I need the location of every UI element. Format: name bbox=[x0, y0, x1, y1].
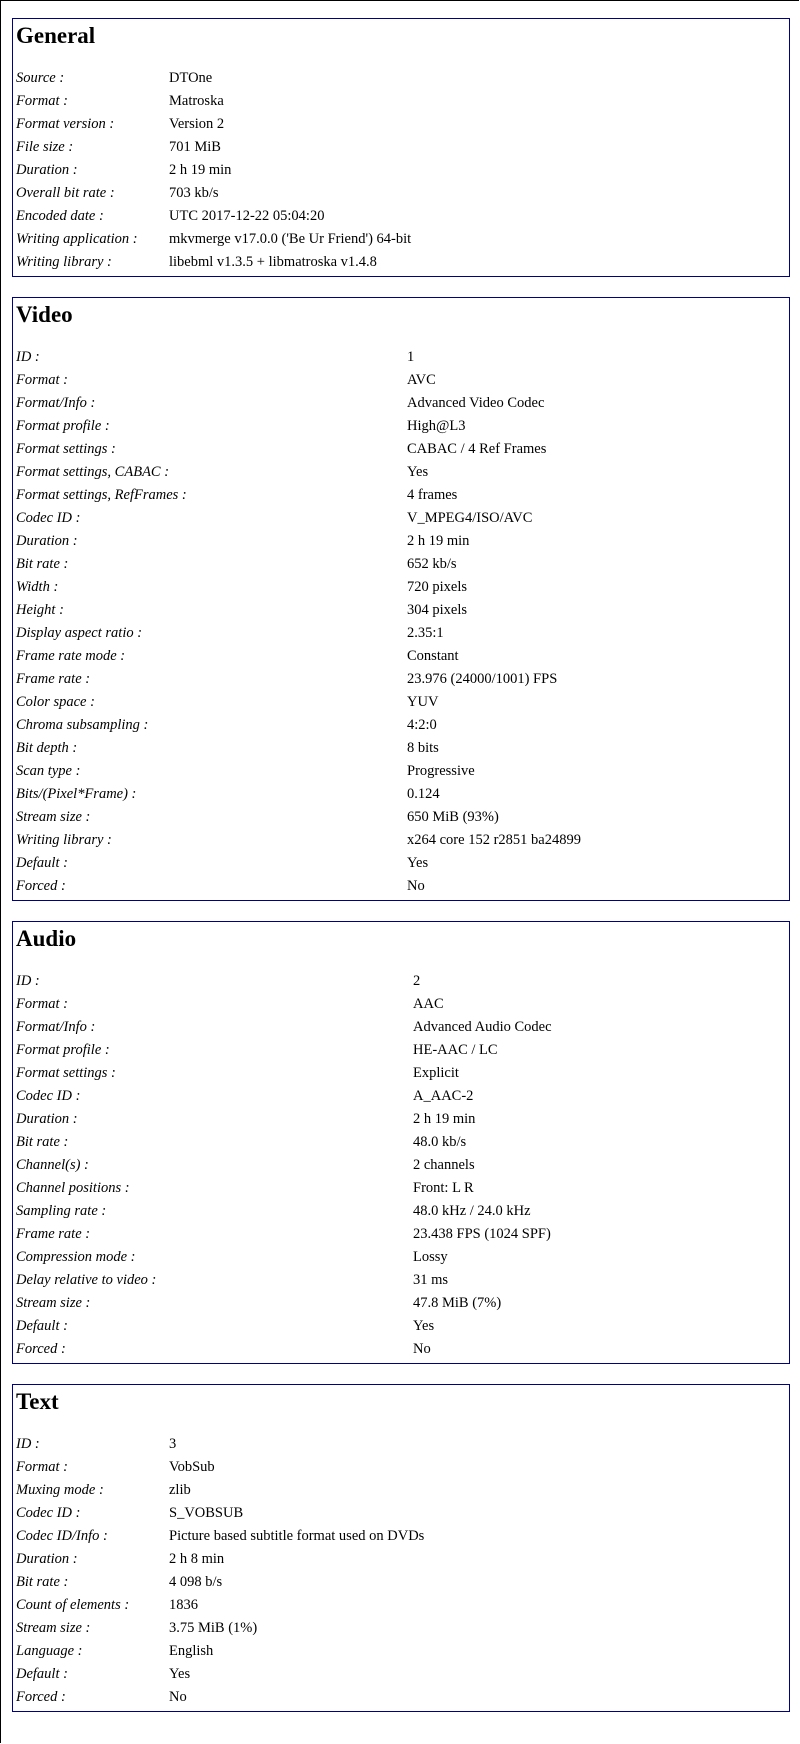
field-value: mkvmerge v17.0.0 ('Be Ur Friend') 64-bit bbox=[169, 231, 412, 247]
info-row bbox=[16, 852, 581, 875]
info-row bbox=[16, 438, 581, 461]
info-row bbox=[16, 668, 581, 691]
field-label: Default : bbox=[16, 1318, 68, 1334]
info-row bbox=[16, 1525, 424, 1548]
field-value: 2.35:1 bbox=[407, 625, 444, 641]
field-value: No bbox=[407, 878, 425, 894]
field-label: Default : bbox=[16, 1666, 68, 1682]
field-value: S_VOBSUB bbox=[169, 1505, 244, 1521]
field-value: Progressive bbox=[407, 763, 475, 779]
info-row bbox=[16, 760, 581, 783]
field-label: Compression mode : bbox=[16, 1249, 136, 1265]
section-title: Audio bbox=[16, 926, 77, 951]
field-label: Format : bbox=[16, 996, 68, 1012]
info-row bbox=[16, 783, 581, 806]
field-value: English bbox=[169, 1643, 214, 1659]
field-label: Format : bbox=[16, 93, 68, 109]
info-row bbox=[16, 159, 411, 182]
info-row bbox=[16, 1594, 424, 1617]
field-label: Duration : bbox=[16, 1551, 78, 1567]
info-row bbox=[16, 645, 581, 668]
field-value: 4 frames bbox=[407, 487, 458, 503]
info-table bbox=[16, 1433, 424, 1709]
info-row bbox=[16, 970, 552, 993]
field-value: 48.0 kHz / 24.0 kHz bbox=[413, 1203, 531, 1219]
field-value: Lossy bbox=[413, 1249, 448, 1265]
field-label: Format settings, RefFrames : bbox=[16, 487, 187, 503]
field-label: Format settings, CABAC : bbox=[16, 464, 170, 480]
field-label: Codec ID : bbox=[16, 510, 81, 526]
field-value: VobSub bbox=[169, 1459, 215, 1475]
field-label: Codec ID : bbox=[16, 1505, 81, 1521]
info-row bbox=[16, 1292, 552, 1315]
info-row bbox=[16, 1617, 424, 1640]
info-row bbox=[16, 875, 581, 898]
info-row bbox=[16, 369, 581, 392]
field-label: Format settings : bbox=[16, 1065, 116, 1081]
field-value: 2 channels bbox=[413, 1157, 475, 1173]
field-value: x264 core 152 r2851 ba24899 bbox=[407, 832, 581, 848]
field-value: V_MPEG4/ISO/AVC bbox=[407, 510, 533, 526]
field-value: Yes bbox=[407, 464, 429, 480]
field-label: Writing application : bbox=[16, 231, 138, 247]
field-value: 4 098 b/s bbox=[169, 1574, 223, 1590]
field-label: Color space : bbox=[16, 694, 95, 710]
info-row bbox=[16, 1246, 552, 1269]
field-label: ID : bbox=[16, 349, 40, 365]
field-label: Bit rate : bbox=[16, 1134, 69, 1150]
info-row bbox=[16, 622, 581, 645]
field-label: Bit rate : bbox=[16, 556, 69, 572]
info-row bbox=[16, 507, 581, 530]
field-label: Format profile : bbox=[16, 418, 110, 434]
info-row bbox=[16, 1200, 552, 1223]
field-value: Matroska bbox=[169, 93, 224, 109]
info-row bbox=[16, 1640, 424, 1663]
info-row bbox=[16, 1085, 552, 1108]
field-value: 2 h 19 min bbox=[413, 1111, 476, 1127]
field-label: Count of elements : bbox=[16, 1597, 130, 1613]
field-value: 0.124 bbox=[407, 786, 440, 802]
field-value: A_AAC-2 bbox=[413, 1088, 474, 1104]
field-label: Overall bit rate : bbox=[16, 185, 115, 201]
section-title: Video bbox=[16, 302, 73, 327]
video-section bbox=[12, 297, 790, 901]
info-row bbox=[16, 737, 581, 760]
info-row bbox=[16, 415, 581, 438]
info-row bbox=[16, 461, 581, 484]
field-label: Stream size : bbox=[16, 1620, 91, 1636]
info-row bbox=[16, 1433, 424, 1456]
field-value: 47.8 MiB (7%) bbox=[413, 1295, 502, 1311]
info-row bbox=[16, 392, 581, 415]
field-value: Advanced Video Codec bbox=[407, 395, 545, 411]
field-value: DTOne bbox=[169, 70, 213, 86]
field-label: Width : bbox=[16, 579, 59, 595]
field-value: AAC bbox=[413, 996, 444, 1012]
field-value: 2 h 8 min bbox=[169, 1551, 225, 1567]
field-value: 23.976 (24000/1001) FPS bbox=[407, 671, 558, 687]
field-value: No bbox=[169, 1689, 187, 1705]
info-row bbox=[16, 993, 552, 1016]
field-label: Source : bbox=[16, 70, 65, 86]
info-row bbox=[16, 1177, 552, 1200]
field-label: Duration : bbox=[16, 162, 78, 178]
field-label: Duration : bbox=[16, 533, 78, 549]
info-row bbox=[16, 1663, 424, 1686]
field-value: 701 MiB bbox=[169, 139, 221, 155]
field-label: Bits/(Pixel*Frame) : bbox=[16, 786, 137, 802]
field-value: Picture based subtitle format used on DVDs bbox=[169, 1528, 425, 1544]
info-row bbox=[16, 1154, 552, 1177]
field-label: Forced : bbox=[16, 1341, 66, 1357]
field-value: AVC bbox=[407, 372, 436, 388]
field-value: 304 pixels bbox=[407, 602, 468, 618]
info-row bbox=[16, 1571, 424, 1594]
audio-section bbox=[12, 921, 790, 1364]
field-value: Yes bbox=[169, 1666, 191, 1682]
field-value: High@L3 bbox=[407, 418, 466, 434]
field-value: 652 kb/s bbox=[407, 556, 457, 572]
general-section bbox=[12, 18, 790, 277]
field-label: Bit depth : bbox=[16, 740, 78, 756]
field-value: 2 h 19 min bbox=[169, 162, 232, 178]
field-label: Codec ID/Info : bbox=[16, 1528, 108, 1544]
field-value: Front: L R bbox=[413, 1180, 474, 1196]
info-row bbox=[16, 1016, 552, 1039]
info-row bbox=[16, 1108, 552, 1131]
field-value: 3.75 MiB (1%) bbox=[169, 1620, 258, 1636]
field-label: Display aspect ratio : bbox=[16, 625, 143, 641]
field-label: Encoded date : bbox=[16, 208, 104, 224]
info-row bbox=[16, 228, 411, 251]
field-label: Codec ID : bbox=[16, 1088, 81, 1104]
info-row bbox=[16, 1269, 552, 1292]
info-table bbox=[16, 67, 411, 274]
field-value: 1836 bbox=[169, 1597, 198, 1613]
field-value: 2 bbox=[413, 973, 421, 989]
field-value: YUV bbox=[407, 694, 439, 710]
field-label: Format : bbox=[16, 372, 68, 388]
field-value: 1 bbox=[407, 349, 415, 365]
info-row bbox=[16, 806, 581, 829]
field-value: 4:2:0 bbox=[407, 717, 437, 733]
field-value: Explicit bbox=[413, 1065, 459, 1081]
field-label: Channel(s) : bbox=[16, 1157, 89, 1173]
field-value: 2 h 19 min bbox=[407, 533, 470, 549]
field-label: Writing library : bbox=[16, 254, 112, 270]
info-table bbox=[16, 346, 581, 898]
field-label: Scan type : bbox=[16, 763, 81, 779]
info-row bbox=[16, 714, 581, 737]
field-value: Advanced Audio Codec bbox=[413, 1019, 552, 1035]
field-label: Frame rate : bbox=[16, 1226, 91, 1242]
info-row bbox=[16, 136, 411, 159]
field-label: Frame rate : bbox=[16, 671, 91, 687]
field-value: CABAC / 4 Ref Frames bbox=[407, 441, 547, 457]
field-label: Stream size : bbox=[16, 809, 91, 825]
info-row bbox=[16, 576, 581, 599]
info-row bbox=[16, 691, 581, 714]
info-row bbox=[16, 1315, 552, 1338]
field-value: Constant bbox=[407, 648, 459, 664]
info-row bbox=[16, 1062, 552, 1085]
info-row bbox=[16, 530, 581, 553]
field-label: Channel positions : bbox=[16, 1180, 130, 1196]
field-value: 8 bits bbox=[407, 740, 439, 756]
field-value: 23.438 FPS (1024 SPF) bbox=[413, 1226, 551, 1242]
field-label: Format : bbox=[16, 1459, 68, 1475]
field-value: 720 pixels bbox=[407, 579, 468, 595]
field-label: ID : bbox=[16, 973, 40, 989]
field-value: Yes bbox=[407, 855, 429, 871]
info-row bbox=[16, 1548, 424, 1571]
field-value: zlib bbox=[169, 1482, 191, 1498]
info-row bbox=[16, 346, 581, 369]
info-row bbox=[16, 1686, 424, 1709]
info-row bbox=[16, 1456, 424, 1479]
info-table bbox=[16, 970, 552, 1361]
field-label: Format settings : bbox=[16, 441, 116, 457]
field-label: Format/Info : bbox=[16, 1019, 96, 1035]
field-label: File size : bbox=[16, 139, 74, 155]
info-row bbox=[16, 553, 581, 576]
field-value: libebml v1.3.5 + libmatroska v1.4.8 bbox=[169, 254, 377, 270]
field-value: 3 bbox=[169, 1436, 177, 1452]
field-label: Frame rate mode : bbox=[16, 648, 126, 664]
section-title: Text bbox=[16, 1389, 59, 1414]
info-row bbox=[16, 1223, 552, 1246]
info-row bbox=[16, 1338, 552, 1361]
field-label: Default : bbox=[16, 855, 68, 871]
info-row bbox=[16, 599, 581, 622]
section-title: General bbox=[16, 23, 96, 48]
info-row bbox=[16, 90, 411, 113]
info-row bbox=[16, 205, 411, 228]
field-value: HE-AAC / LC bbox=[413, 1042, 498, 1058]
info-row bbox=[16, 484, 581, 507]
field-label: Sampling rate : bbox=[16, 1203, 107, 1219]
field-value: 31 ms bbox=[413, 1272, 449, 1288]
info-row bbox=[16, 251, 411, 274]
info-row bbox=[16, 1479, 424, 1502]
field-value: 48.0 kb/s bbox=[413, 1134, 467, 1150]
info-row bbox=[16, 1502, 424, 1525]
field-label: Format profile : bbox=[16, 1042, 110, 1058]
field-label: Duration : bbox=[16, 1111, 78, 1127]
field-label: Writing library : bbox=[16, 832, 112, 848]
field-value: Version 2 bbox=[169, 116, 225, 132]
field-label: Format/Info : bbox=[16, 395, 96, 411]
info-row bbox=[16, 1131, 552, 1154]
field-label: Muxing mode : bbox=[16, 1482, 104, 1498]
field-label: Height : bbox=[16, 602, 64, 618]
field-value: No bbox=[413, 1341, 431, 1357]
field-label: ID : bbox=[16, 1436, 40, 1452]
field-label: Delay relative to video : bbox=[16, 1272, 157, 1288]
field-label: Language : bbox=[16, 1643, 83, 1659]
field-value: 650 MiB (93%) bbox=[407, 809, 499, 825]
field-label: Stream size : bbox=[16, 1295, 91, 1311]
info-row bbox=[16, 829, 581, 852]
field-label: Forced : bbox=[16, 878, 66, 894]
text-section bbox=[12, 1384, 790, 1712]
info-row bbox=[16, 113, 411, 136]
info-row bbox=[16, 1039, 552, 1062]
info-row bbox=[16, 182, 411, 205]
field-label: Forced : bbox=[16, 1689, 66, 1705]
info-row bbox=[16, 67, 411, 90]
field-label: Format version : bbox=[16, 116, 115, 132]
field-label: Bit rate : bbox=[16, 1574, 69, 1590]
field-value: Yes bbox=[413, 1318, 435, 1334]
field-value: 703 kb/s bbox=[169, 185, 219, 201]
field-value: UTC 2017-12-22 05:04:20 bbox=[169, 208, 325, 224]
field-label: Chroma subsampling : bbox=[16, 717, 149, 733]
